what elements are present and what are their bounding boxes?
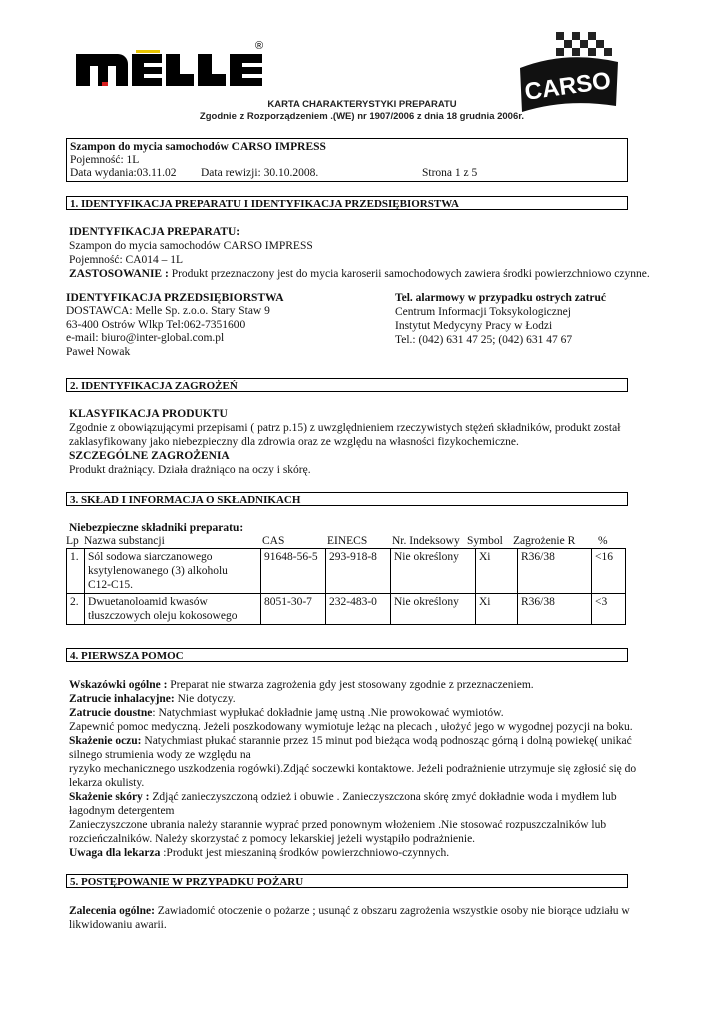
components-table bbox=[66, 548, 626, 625]
emergency-line: Tel.: (042) 631 47 25; (042) 631 47 67 bbox=[395, 334, 573, 346]
emergency-line: Instytut Medycyny Pracy w Łodzi bbox=[395, 320, 553, 332]
section-1-heading: 1. IDENTYFIKACJA PREPARATU I IDENTYFIKACJA PRZEDSIĘBIORSTWA bbox=[66, 196, 628, 210]
first-aid-inhalation: Zatrucie inhalacyjne: Nie dotyczy. bbox=[69, 693, 236, 705]
first-aid-skin-line: łagodnym detergentem bbox=[69, 805, 175, 817]
cell-symbol: Xi bbox=[476, 549, 518, 594]
col-symbol: Symbol bbox=[467, 535, 503, 547]
page-number: Strona 1 z 5 bbox=[422, 167, 478, 179]
company-line: 63-400 Ostrów Wlkp Tel:062-7351600 bbox=[66, 319, 246, 331]
company-line: e-mail: biuro@inter-global.com.pl bbox=[66, 332, 225, 344]
col-hazard: Zagrożenie R bbox=[513, 535, 576, 547]
cell-index: Nie określony bbox=[391, 549, 476, 594]
col-einecs: EINECS bbox=[327, 535, 368, 547]
document-title: KARTA CHARAKTERYSTYKI PREPARATU bbox=[267, 99, 457, 110]
section-4-heading: 4. PIERWSZA POMOC bbox=[66, 648, 628, 662]
col-cas: CAS bbox=[262, 535, 285, 547]
table-row bbox=[67, 549, 626, 594]
section-3-heading: 3. SKŁAD I INFORMACJA O SKŁADNIKACH bbox=[66, 492, 628, 506]
first-aid-eyes-line: lekarza okulisty. bbox=[69, 777, 145, 789]
emergency-line: Centrum Informacji Toksykologicznej bbox=[395, 306, 571, 318]
first-aid-oral-2: Zapewnić pomoc medyczną. Jeżeli poszkodowany wymiotuje leżąc na plecach , ułożyć jego w wygodnej pozycji na boku. bbox=[69, 721, 633, 733]
company-id-label: IDENTYFIKACJA PRZEDSIĘBIORSTWA bbox=[66, 292, 284, 304]
classification-line: zaklasyfikowany jako niebezpieczny dla zdrowia oraz ze względu na własności fizykochemiczne. bbox=[69, 436, 519, 448]
section-2-heading: 2. IDENTYFIKACJA ZAGROŻEŃ bbox=[66, 378, 628, 392]
fire-general: Zalecenia ogólne: Zawiadomić otoczenie o pożarze ; usunąć z obszaru zagrożenia wszystkie osoby nie biorące udziału w bbox=[69, 905, 630, 917]
classification-label: KLASYFIKACJA PRODUKTU bbox=[69, 408, 228, 420]
melle-logo bbox=[74, 36, 274, 88]
cell-pct: <3 bbox=[592, 594, 626, 625]
prep-capacity: Pojemność: CA014 – 1L bbox=[69, 254, 184, 266]
prep-id-label: IDENTYFIKACJA PREPARATU: bbox=[69, 226, 241, 238]
classification-line: Zgodnie z obowiązującymi przepisami ( patrz p.15) z uwzględnieniem rzeczywistych stężeń składników, produkt został bbox=[69, 422, 621, 434]
registered-mark: ® bbox=[255, 40, 264, 52]
prep-name: Szampon do mycia samochodów CARSO IMPRESS bbox=[69, 240, 313, 252]
col-index: Nr. Indeksowy bbox=[392, 535, 460, 547]
special-hazards-text: Produkt drażniący. Działa drażniąco na oczy i skórę. bbox=[69, 464, 311, 476]
first-aid-eyes-line: silnego strumienia wody ze względu na bbox=[69, 749, 251, 761]
product-info-box bbox=[66, 138, 628, 182]
cell-index: Nie określony bbox=[391, 594, 476, 625]
doctor-note: Uwaga dla lekarza :Produkt jest mieszaniną środków powierzchniowo-czynnych. bbox=[69, 847, 450, 859]
cell-symbol: Xi bbox=[476, 594, 518, 625]
first-aid-eyes: Skażenie oczu: Natychmiast płukać starannie przez 15 minut pod bieżąca wodą podnosząc górną i dolną powiekę( unikać bbox=[69, 735, 632, 747]
cell-einecs: 293-918-8 bbox=[326, 549, 391, 594]
section-5-heading: 5. POSTĘPOWANIE W PRZYPADKU POŻARU bbox=[66, 874, 628, 888]
col-pct: % bbox=[598, 535, 608, 547]
first-aid-skin-line: Zanieczyszczone ubrania należy starannie wyprać przed ponownym włożeniem .Nie stosować rozpuszczalników lub bbox=[69, 819, 607, 831]
cell-hazard: R36/38 bbox=[518, 549, 592, 594]
cell-einecs: 232-483-0 bbox=[326, 594, 391, 625]
col-lp: Lp bbox=[66, 535, 79, 547]
document-subtitle: Zgodnie z Rozporządzeniem .(WE) nr 1907/2006 z dnia 18 grudnia 2006r. bbox=[199, 111, 525, 122]
first-aid-oral: Zatrucie doustne: Natychmiast wypłukać dokładnie jamę ustną .Nie prowokować wymiotów. bbox=[69, 707, 504, 719]
cell-lp: 2. bbox=[67, 594, 85, 625]
emergency-label: Tel. alarmowy w przypadku ostrych zatruć bbox=[395, 292, 607, 304]
first-aid-general: Wskazówki ogólne : Preparat nie stwarza zagrożenia gdy jest stosowany zgodnie z przeznaczeniem. bbox=[69, 679, 534, 691]
first-aid-skin-line: rozcieńczalników. Należy skorzystać z pomocy lekarskiej jeżeli wystąpiło podrażnienie. bbox=[69, 833, 476, 845]
company-line: DOSTAWCA: Melle Sp. z.o.o. Stary Staw 9 bbox=[66, 305, 270, 317]
table-row bbox=[67, 594, 626, 625]
first-aid-eyes-line: ryzyko mechanicznego uszkodzenia rogówki).Zdjąć soczewki kontaktowe. Jeżeli podrażnienie utrzymuje się zgłosić się do bbox=[69, 763, 637, 775]
cell-name: Sól sodowa siarczanowego ksytylenowanego (3) alkoholu C12-C15. bbox=[85, 549, 261, 594]
cell-cas: 8051-30-7 bbox=[261, 594, 326, 625]
fire-general-line-2: likwidowaniu awarii. bbox=[69, 919, 167, 931]
prep-use: ZASTOSOWANIE : Produkt przeznaczony jest do mycia karoserii samochodowych zawiera środki powierzchniowo czynne. bbox=[69, 268, 650, 280]
company-line: Paweł Nowak bbox=[66, 346, 131, 358]
cell-cas: 91648-56-5 bbox=[261, 549, 326, 594]
col-name: Nazwa substancji bbox=[84, 535, 165, 547]
revision-date: Data rewizji: 30.10.2008. bbox=[201, 167, 319, 179]
cell-hazard: R36/38 bbox=[518, 594, 592, 625]
issue-date: Data wydania:03.11.02 bbox=[70, 167, 177, 179]
special-hazards-label: SZCZEGÓLNE ZAGROŻENIA bbox=[69, 450, 230, 462]
cell-lp: 1. bbox=[67, 549, 85, 594]
cell-pct: <16 bbox=[592, 549, 626, 594]
carso-wordmark: CARSO bbox=[522, 67, 613, 106]
hazardous-components-label: Niebezpieczne składniki preparatu: bbox=[69, 522, 244, 534]
cell-name: Dwuetanoloamid kwasów tłuszczowych oleju kokosowego bbox=[85, 594, 261, 625]
first-aid-skin: Skażenie skóry : Zdjąć zanieczyszczoną odzież i obuwie . Zanieczyszczona skórę zmyć dokładnie woda i mydłem lub bbox=[69, 791, 617, 803]
product-capacity: Pojemność: 1L bbox=[70, 154, 140, 166]
product-name: Szampon do mycia samochodów CARSO IMPRESS bbox=[70, 141, 326, 153]
